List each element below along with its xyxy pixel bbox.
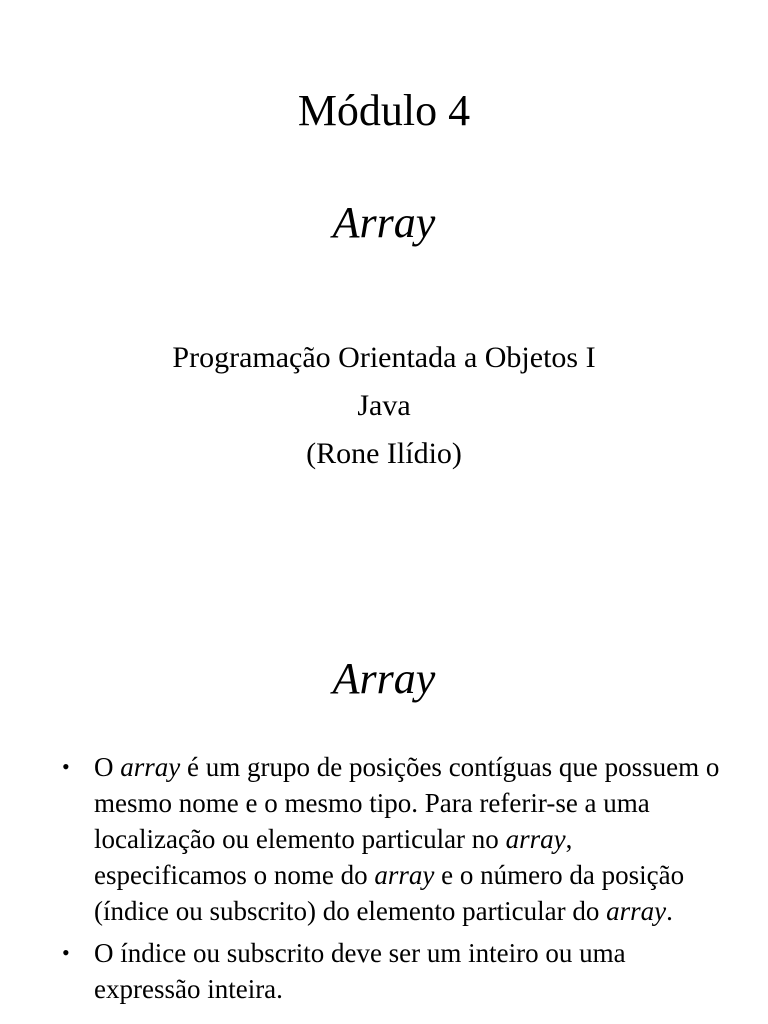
- bullet-text: .: [666, 896, 673, 926]
- bullet-text: , especificamos o nome do: [94, 824, 573, 890]
- bullet-text: O índice ou subscrito deve ser um inteiro ou uma expressão inteira.: [94, 938, 626, 1004]
- module-title: Módulo 4: [297, 86, 471, 135]
- module-subtitle: Array: [332, 198, 436, 247]
- bullet-text: O: [94, 752, 121, 782]
- course-info: [0, 334, 768, 478]
- term-array: array: [120, 752, 181, 782]
- course-name: Programação Orientada a Objetos I: [172, 341, 596, 374]
- course-language: Java: [357, 389, 411, 422]
- bullet-dot-icon: •: [62, 754, 70, 779]
- bullet-item-array-definition: [62, 749, 722, 929]
- bullet-text: e o número da posição (índice ou subscrito) do elemento particular do: [94, 860, 685, 926]
- term-array: array: [374, 860, 435, 890]
- course-author: (Rone Ilídio): [306, 437, 462, 470]
- bullet-item-index: [62, 935, 722, 1007]
- term-array: array: [606, 896, 667, 926]
- bullet-text: é um grupo de posições contíguas que possuem o mesmo nome e o mesmo tipo. Para referir-se a uma localização ou elemento particular no: [94, 752, 720, 854]
- content-slide: [0, 576, 768, 1024]
- bullet-dot-icon: •: [62, 940, 70, 965]
- bullet-list: [62, 749, 722, 1013]
- term-array: array: [505, 824, 566, 854]
- slide-title: Array: [332, 654, 436, 703]
